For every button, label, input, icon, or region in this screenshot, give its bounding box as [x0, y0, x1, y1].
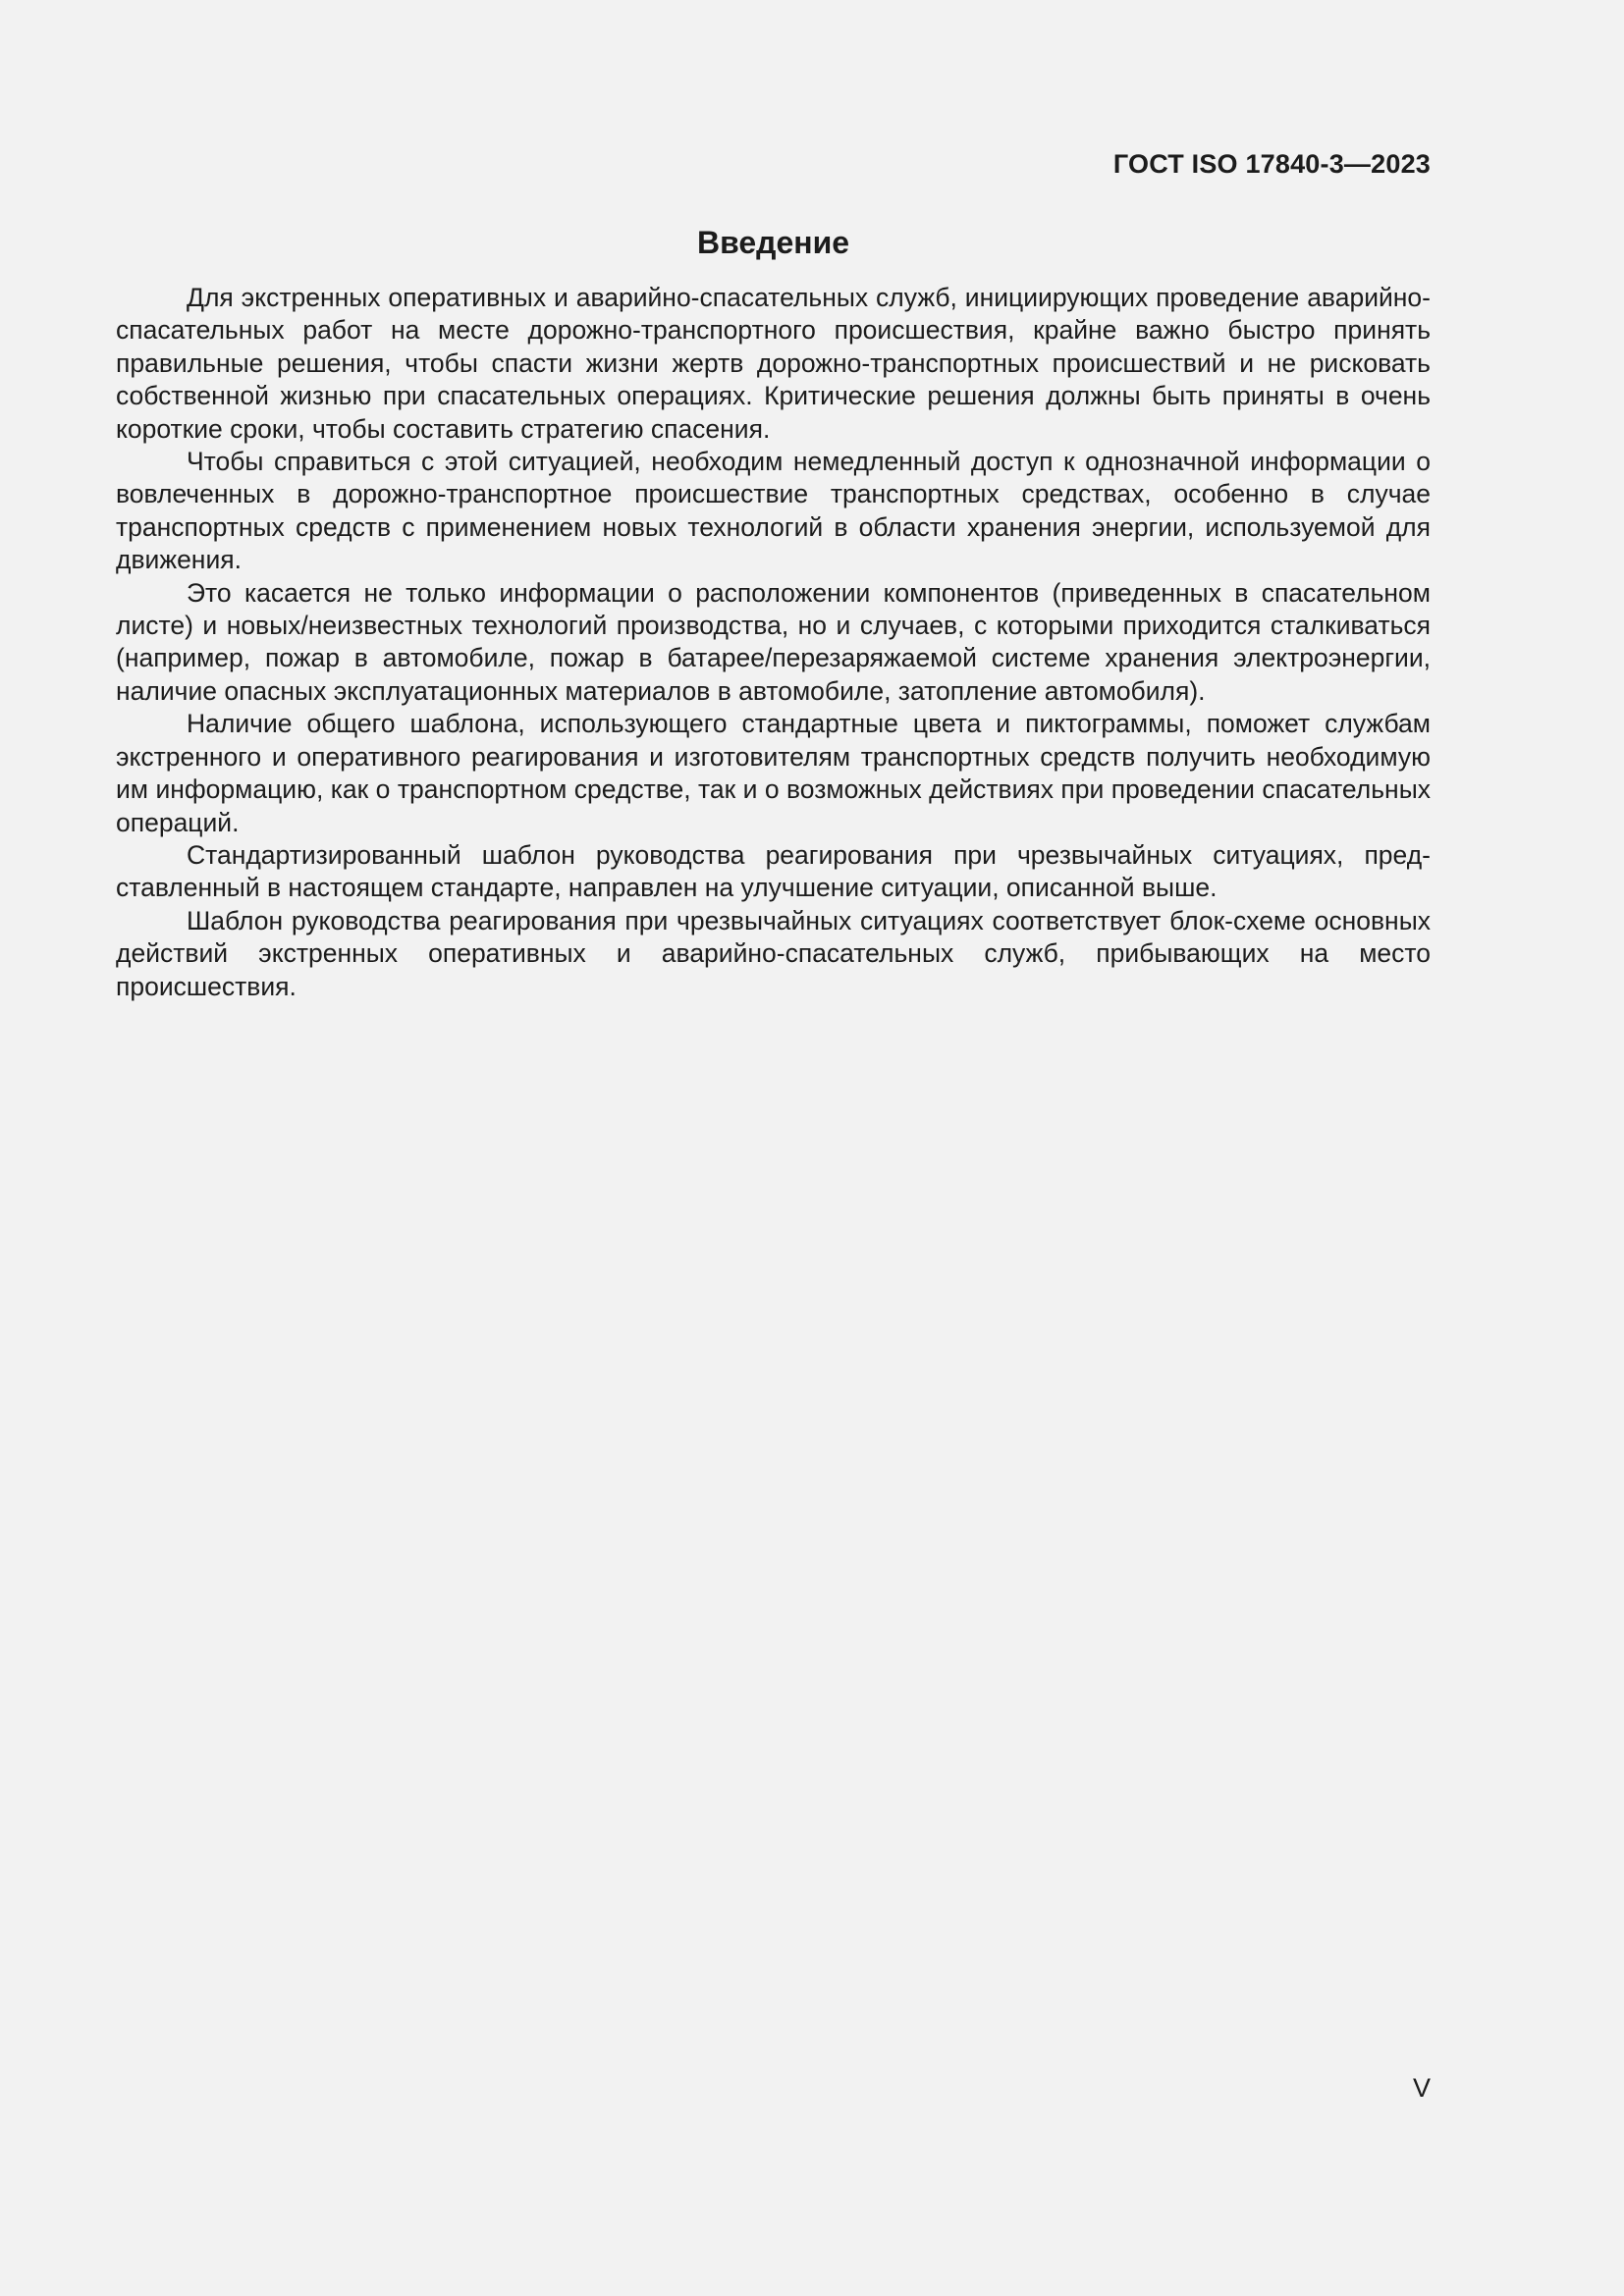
paragraph-6: Шаблон руководства реагирования при чрезвычайных ситуациях соответствует блок-схеме основных действий экстренных оперативных и аварийно-спасательных служб, прибывающих на место происшествия.: [116, 905, 1431, 1001]
paragraph-1: Для экстренных оперативных и аварийно-спасательных служб, инициирующих проведение аварийно-спасательных работ на месте дорожно-транспортного происшествия, крайне важно быстро принять правильные решения, чтобы спасти жизни жертв дорожно-транспортных происшествий и не рисковать собственной жизнью при спасательных операциях. Критические решения должны быть приняты в очень короткие сроки, чтобы составить стратегию спасения.: [116, 283, 1431, 444]
paragraph-2: Чтобы справиться с этой ситуацией, необходим немедленный доступ к однозначной информации о вовлеченных в дорожно-транспортное происшествие транспортных средствах, особенно в случае транспортных средств с применением новых технологий в области хранения энергии, используемой для движения.: [116, 447, 1431, 575]
introduction-section: [116, 221, 1431, 1003]
document-code-header: ГОСТ ISO 17840-3—2023: [1112, 149, 1431, 179]
page-number: V: [1412, 2073, 1431, 2103]
section-title: Введение: [696, 225, 850, 260]
paragraph-3: Это касается не только информации о расположении компонентов (приведенных в спасательном листе) и новых/неизвестных технологий производства, но и случаев, с которыми приходится сталкиваться (например, пожар в автомобиле, пожар в батарее/перезаряжаемой системе хранения электроэнергии, наличие опасных эксплуатационных материалов в автомобиле, затопление автомобиля).: [116, 577, 1431, 706]
paragraph-5: Стандартизированный шаблон руководства реагирования при чрезвычайных ситуациях, представленный в настоящем стандарте, направлен на улучшение ситуации, описанной выше.: [116, 839, 1431, 903]
paragraph-4: Наличие общего шаблона, использующего стандартные цвета и пиктограммы, поможет службам экстренного и оперативного реагирования и изготовителям транспортных средств получить необходимую им информацию, как о транспортном средстве, так и о возможных действиях при проведении спасательных операций.: [116, 709, 1431, 837]
